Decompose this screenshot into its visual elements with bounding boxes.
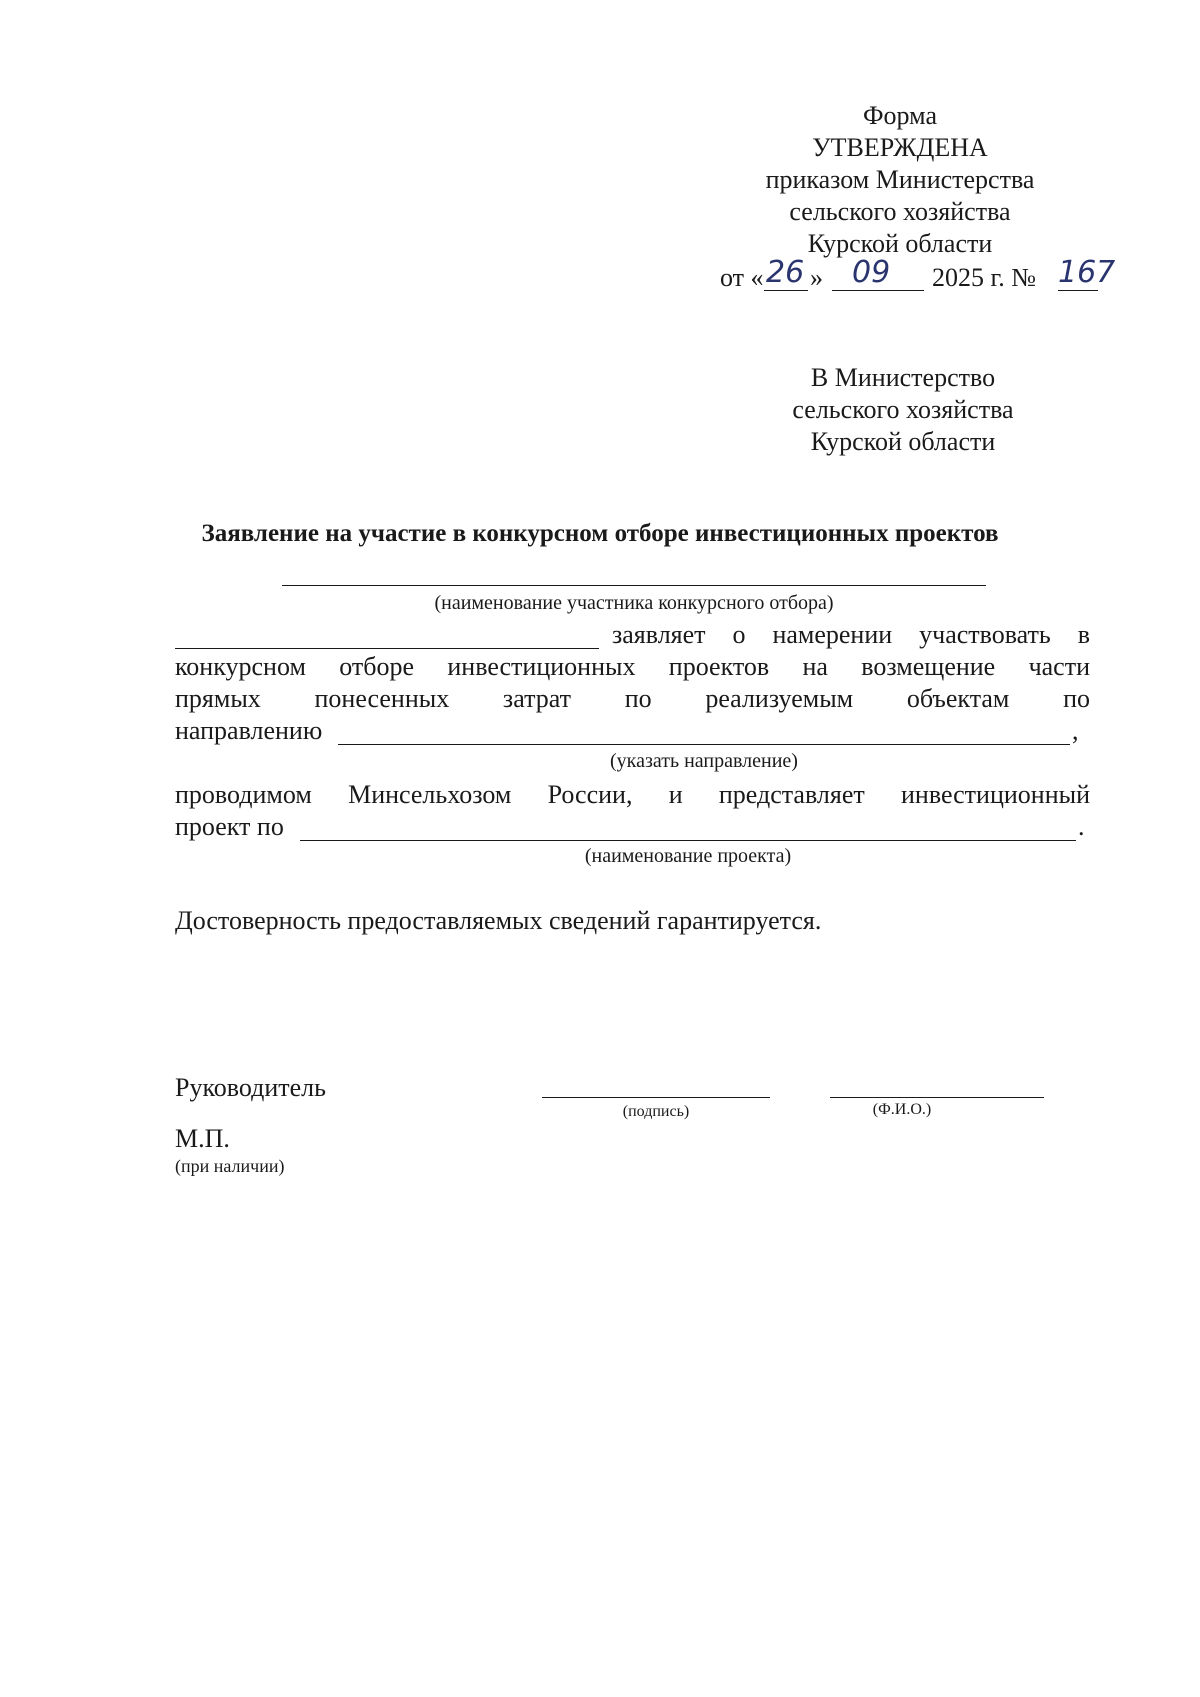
region-line: Курской области bbox=[807, 229, 993, 258]
participant-hint: (наименование участника конкурсного отбора) bbox=[434, 592, 834, 614]
quote-close: » bbox=[810, 263, 823, 292]
ministry-line: сельского хозяйства bbox=[789, 197, 1011, 226]
fio-field[interactable] bbox=[830, 1097, 1044, 1098]
body-line-4-start: направлению bbox=[175, 716, 323, 745]
body-line-6-end: . bbox=[1078, 812, 1085, 841]
year-number-label: 2025 г. № bbox=[932, 263, 1037, 292]
recipient-line-2: сельского хозяйства bbox=[792, 395, 1014, 424]
fio-hint: (Ф.И.О.) bbox=[872, 1101, 932, 1118]
order-label: приказом Министерства bbox=[765, 165, 1035, 194]
body-line-3: прямых понесенных затрат по реализуемым объектам по bbox=[175, 684, 1090, 713]
direction-field[interactable] bbox=[338, 744, 1070, 745]
project-hint: (наименование проекта) bbox=[584, 845, 792, 867]
handwritten-day: 26 bbox=[766, 255, 805, 290]
participant-short-field[interactable] bbox=[175, 648, 599, 649]
signature-field[interactable] bbox=[542, 1097, 770, 1098]
handwritten-month: 09 bbox=[852, 255, 891, 290]
body-line-6-start: проект по bbox=[175, 812, 284, 841]
form-label: Форма bbox=[863, 101, 937, 130]
body-line-4-end: , bbox=[1072, 716, 1079, 745]
recipient-line-1: В Министерство bbox=[810, 363, 996, 392]
body-line-5: проводимом Минсельхозом России, и представляет инвестиционный bbox=[175, 780, 1090, 809]
guarantee-statement: Достоверность предоставляемых сведений гарантируется. bbox=[175, 906, 822, 935]
head-label: Руководитель bbox=[175, 1073, 326, 1102]
handwritten-number: 167 bbox=[1058, 255, 1116, 290]
body-line-2: конкурсном отборе инвестиционных проектов на возмещение части bbox=[175, 652, 1090, 681]
approval-block bbox=[700, 100, 1100, 260]
participant-name-field[interactable] bbox=[282, 585, 986, 586]
project-name-field[interactable] bbox=[300, 840, 1076, 841]
date-prefix: от « bbox=[720, 263, 764, 292]
stamp-label: М.П. bbox=[175, 1124, 230, 1153]
document-title: Заявление на участие в конкурсном отборе инвестиционных проектов bbox=[201, 520, 999, 547]
signature-hint: (подпись) bbox=[622, 1103, 690, 1120]
recipient-line-3: Курской области bbox=[810, 427, 996, 456]
month-underline bbox=[832, 290, 924, 291]
day-underline bbox=[764, 290, 808, 291]
stamp-hint: (при наличии) bbox=[175, 1156, 285, 1176]
number-underline bbox=[1058, 290, 1098, 291]
direction-hint: (указать направление) bbox=[610, 750, 798, 772]
body-line-1: заявляет о намерении участвовать в bbox=[612, 620, 1090, 649]
approved-label: УТВЕРЖДЕНА bbox=[812, 133, 988, 162]
recipient-block bbox=[728, 362, 1078, 458]
